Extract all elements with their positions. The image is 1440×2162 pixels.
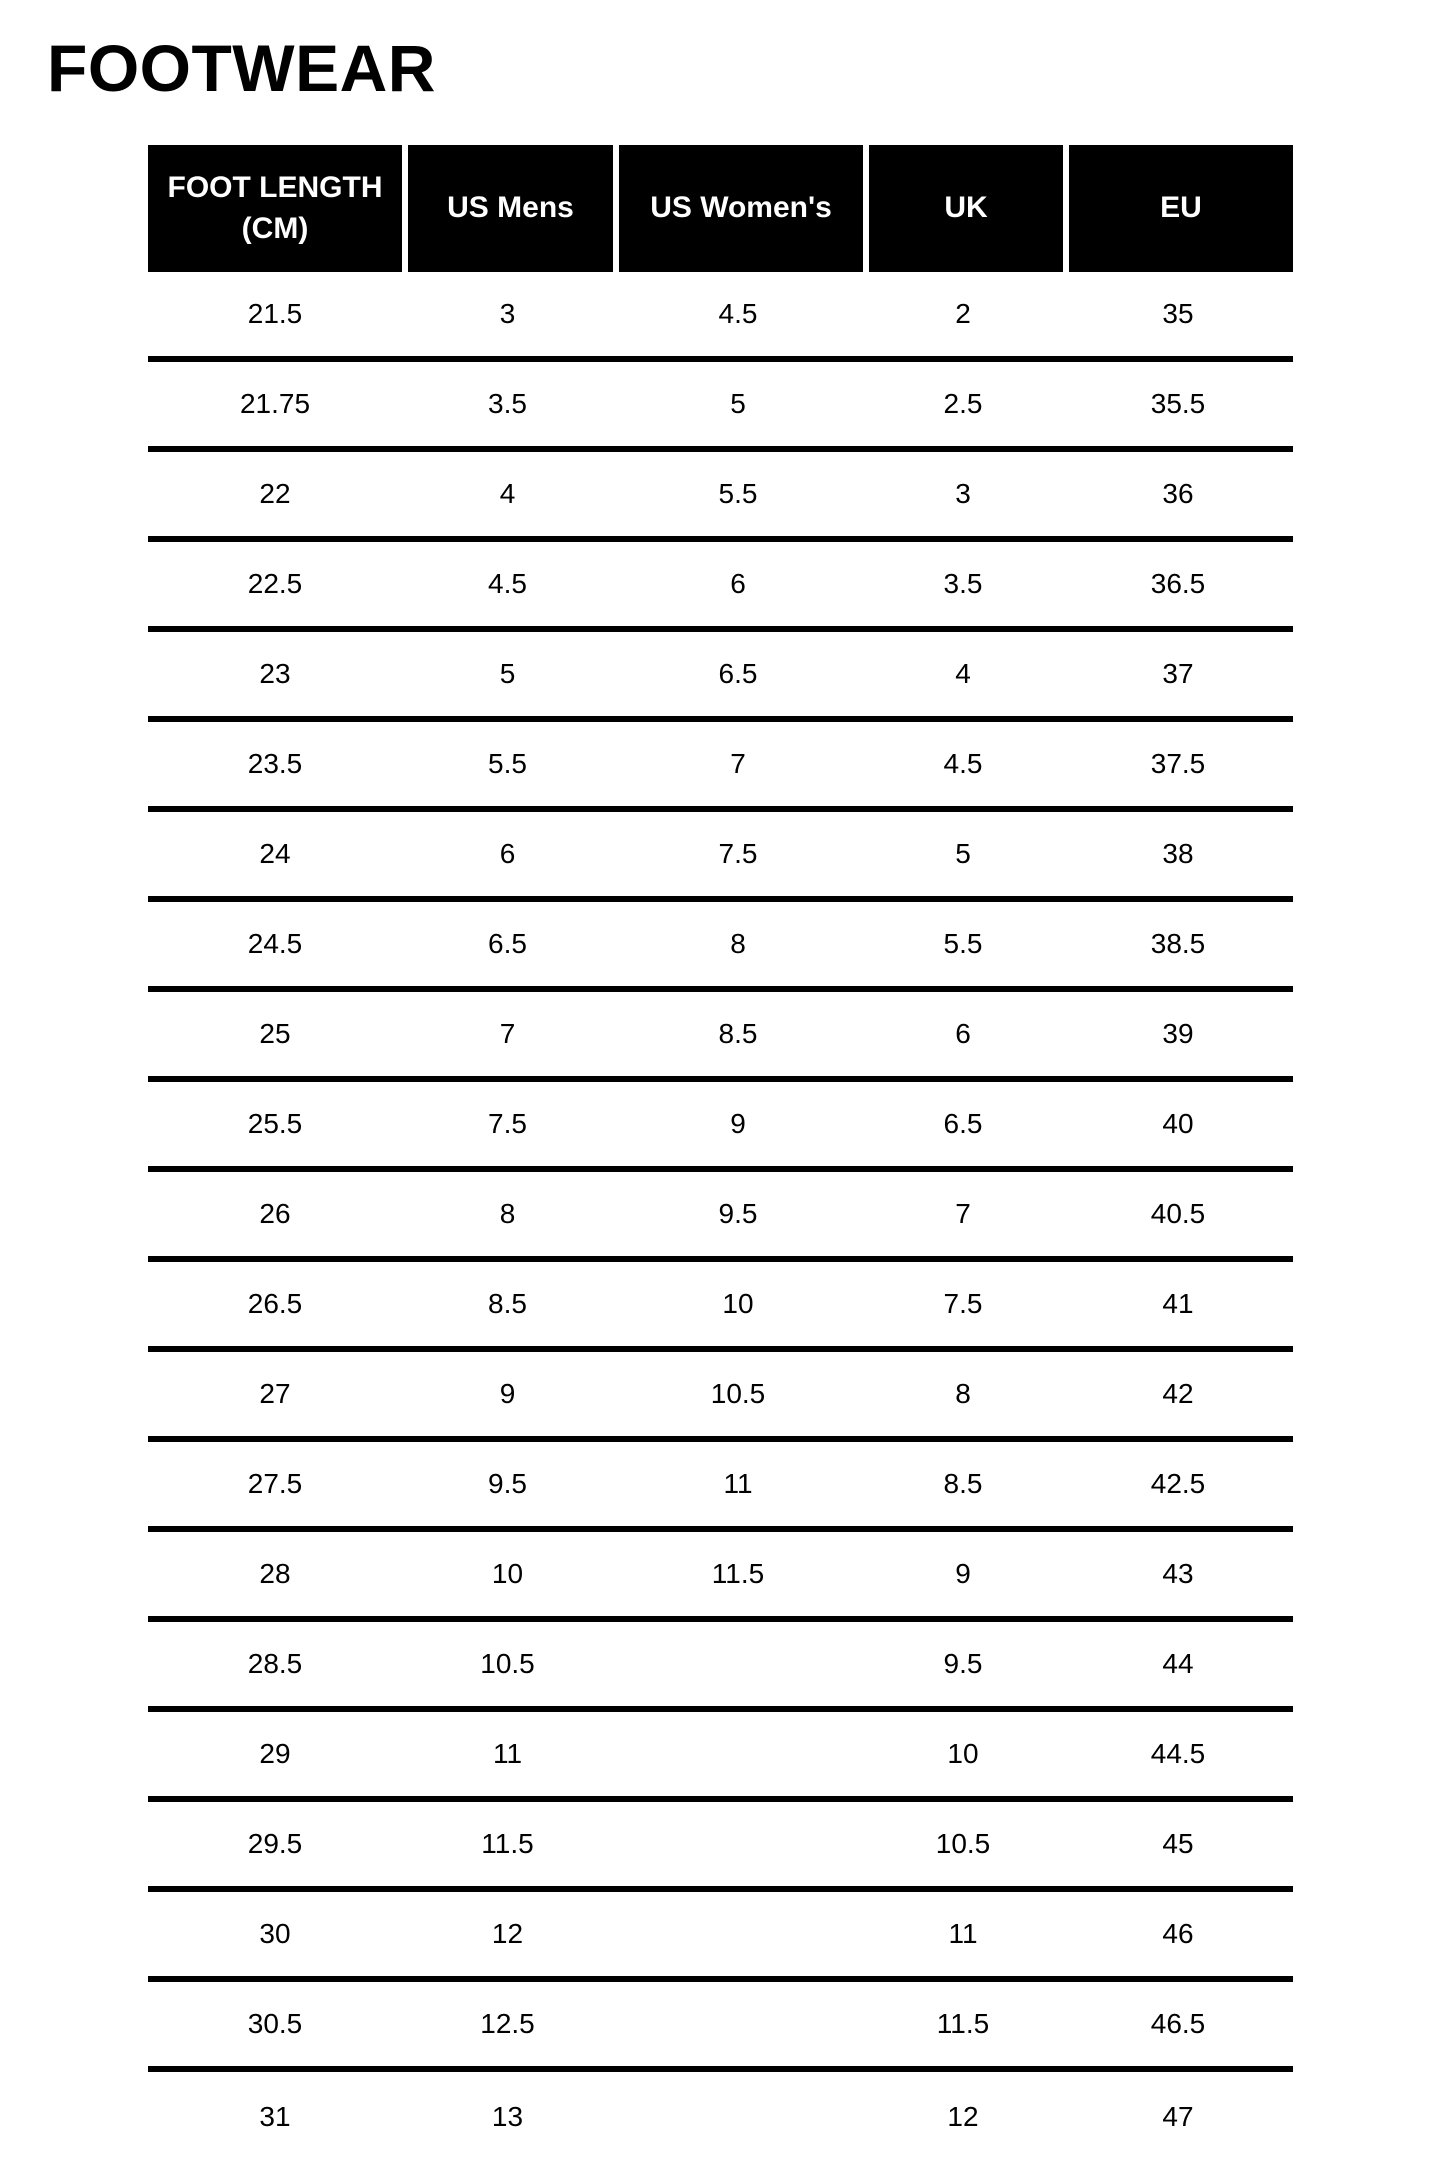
table-cell: 30.5 [247,2008,303,2039]
table-cell: 10 [947,1738,979,1769]
table-row [148,1712,1293,1802]
table-row [148,902,1293,992]
table-row [148,1352,1293,1442]
table-row [148,1262,1293,1352]
column-header-foot-length-cm: FOOT LENGTH (CM) [167,171,383,245]
table-row [148,1172,1293,1262]
table-row [148,992,1293,1082]
table-cell: 5.5 [718,478,758,509]
table-cell: 2.5 [943,388,983,419]
table-cell: 21.5 [247,298,303,329]
table-cell: 29 [259,1738,291,1769]
table-cell: 44 [1162,1648,1194,1679]
table-cell: 9.5 [488,1468,527,1499]
table-row [148,1982,1293,2072]
table-cell: 4 [499,478,516,509]
table-cell: 38.5 [1150,928,1206,959]
table-row [148,1532,1293,1622]
table-header-row [148,145,1293,272]
column-header-us-mens: US Mens [402,145,613,272]
table-cell: 27 [259,1378,291,1409]
table-cell: 11 [948,1918,978,1949]
table-cell: 38 [1162,838,1194,869]
table-cell: 25 [259,1018,291,1049]
table-cell: 6 [730,568,746,599]
table-cell: 9.5 [718,1198,758,1229]
table-cell: 12.5 [480,2008,535,2039]
table-cell: 11.5 [936,2008,990,2039]
table-cell: 6.5 [488,928,527,959]
table-cell: 5 [730,388,746,419]
table-cell: 44.5 [1150,1738,1206,1769]
table-cell: 6.5 [943,1108,983,1139]
table-cell: 3.5 [943,568,983,599]
table-cell: 10.5 [935,1828,991,1859]
table-cell: 45 [1162,1828,1194,1859]
table-cell: 12 [947,2101,979,2132]
table-cell: 2 [955,298,971,329]
table-cell: 13 [491,2101,524,2132]
table-cell: 8.5 [718,1018,758,1049]
table-row [148,1622,1293,1712]
table-row [148,452,1293,542]
table-row [148,542,1293,632]
table-cell: 7 [499,1018,516,1049]
table-cell: 40 [1162,1108,1194,1139]
table-cell: 36 [1162,478,1194,509]
table-cell: 25.5 [247,1108,303,1139]
table-cell: 8 [499,1198,516,1229]
table-row [148,272,1293,362]
table-row [148,1442,1293,1532]
table-cell: 40.5 [1150,1198,1206,1229]
table-cell: 5.5 [943,928,983,959]
table-cell: 5.5 [488,748,527,779]
page-title: FOOTWEAR [47,31,436,105]
table-row [148,2072,1293,2162]
table-cell: 29.5 [247,1828,303,1859]
table-cell [613,2072,863,2162]
table-cell: 9 [955,1558,971,1589]
table-cell: 5 [955,838,971,869]
table-cell: 26 [259,1198,291,1229]
table-cell: 7 [955,1198,971,1229]
table-cell: 23 [259,658,291,689]
column-header-eu: EU [1063,145,1293,272]
table-body [148,272,1293,2162]
table-cell: 11 [492,1738,523,1769]
table-cell: 7.5 [943,1288,983,1319]
table-cell: 11.5 [481,1828,534,1859]
table-cell: 47 [1162,2101,1194,2132]
table-cell: 10.5 [480,1648,535,1679]
table-cell: 22 [259,478,291,509]
table-cell: 8 [730,928,746,959]
table-cell: 7.5 [718,838,758,869]
table-cell: 9 [730,1108,746,1139]
table-cell: 35.5 [1150,388,1206,419]
table-cell: 26.5 [247,1288,303,1319]
table-cell: 22.5 [247,568,303,599]
table-cell: 3.5 [488,388,527,419]
table-cell: 11 [723,1468,753,1499]
table-row [148,1892,1293,1982]
table-cell: 8.5 [943,1468,983,1499]
column-header-uk: UK [863,145,1063,272]
table-cell: 46 [1162,1918,1194,1949]
table-cell: 7.5 [488,1108,527,1139]
column-header-us-womens: US Women's [613,145,863,272]
table-cell: 23.5 [247,748,303,779]
table-cell: 21.75 [239,388,311,419]
table-cell: 27.5 [247,1468,303,1499]
table-cell: 3 [955,478,971,509]
table-row [148,362,1293,452]
table-cell: 36.5 [1150,568,1206,599]
table-cell: 31 [259,2101,291,2132]
table-cell: 12 [491,1918,524,1949]
table-cell: 4.5 [718,298,758,329]
table-cell: 28.5 [247,1648,303,1679]
table-cell: 9.5 [943,1648,983,1679]
table-cell: 10 [722,1288,754,1319]
table-cell: 41 [1162,1288,1194,1319]
table-cell: 4 [955,658,971,689]
table-row [148,722,1293,812]
table-cell: 37 [1162,658,1194,689]
table-cell: 9 [499,1378,516,1409]
table-cell: 11.5 [711,1558,765,1589]
table-cell: 3 [499,298,516,329]
table-cell: 6 [499,838,516,869]
table-cell: 4.5 [943,748,983,779]
table-cell: 42.5 [1150,1468,1206,1499]
table-cell: 5 [499,658,516,689]
footwear-size-table [148,145,1293,2162]
table-cell: 6.5 [718,658,758,689]
table-cell: 35 [1162,298,1194,329]
table-cell [613,1622,863,1706]
table-cell: 46.5 [1150,2008,1206,2039]
table-cell: 43 [1162,1558,1194,1589]
table-cell: 7 [730,748,746,779]
table-cell: 10 [491,1558,524,1589]
table-row [148,812,1293,902]
table-cell: 4.5 [488,568,527,599]
table-cell [613,1712,863,1796]
table-cell [613,1892,863,1976]
table-cell: 39 [1162,1018,1194,1049]
table-cell: 10.5 [710,1378,766,1409]
table-cell: 37.5 [1150,748,1206,779]
table-cell: 6 [955,1018,971,1049]
table-cell: 8.5 [488,1288,527,1319]
table-cell: 8 [955,1378,971,1409]
table-cell: 30 [259,1918,291,1949]
table-cell [613,1802,863,1886]
table-cell [613,1982,863,2066]
table-row [148,1802,1293,1892]
table-cell: 42 [1162,1378,1194,1409]
table-cell: 28 [259,1558,291,1589]
table-row [148,1082,1293,1172]
table-cell: 24 [259,838,291,869]
table-row [148,632,1293,722]
table-cell: 24.5 [247,928,303,959]
